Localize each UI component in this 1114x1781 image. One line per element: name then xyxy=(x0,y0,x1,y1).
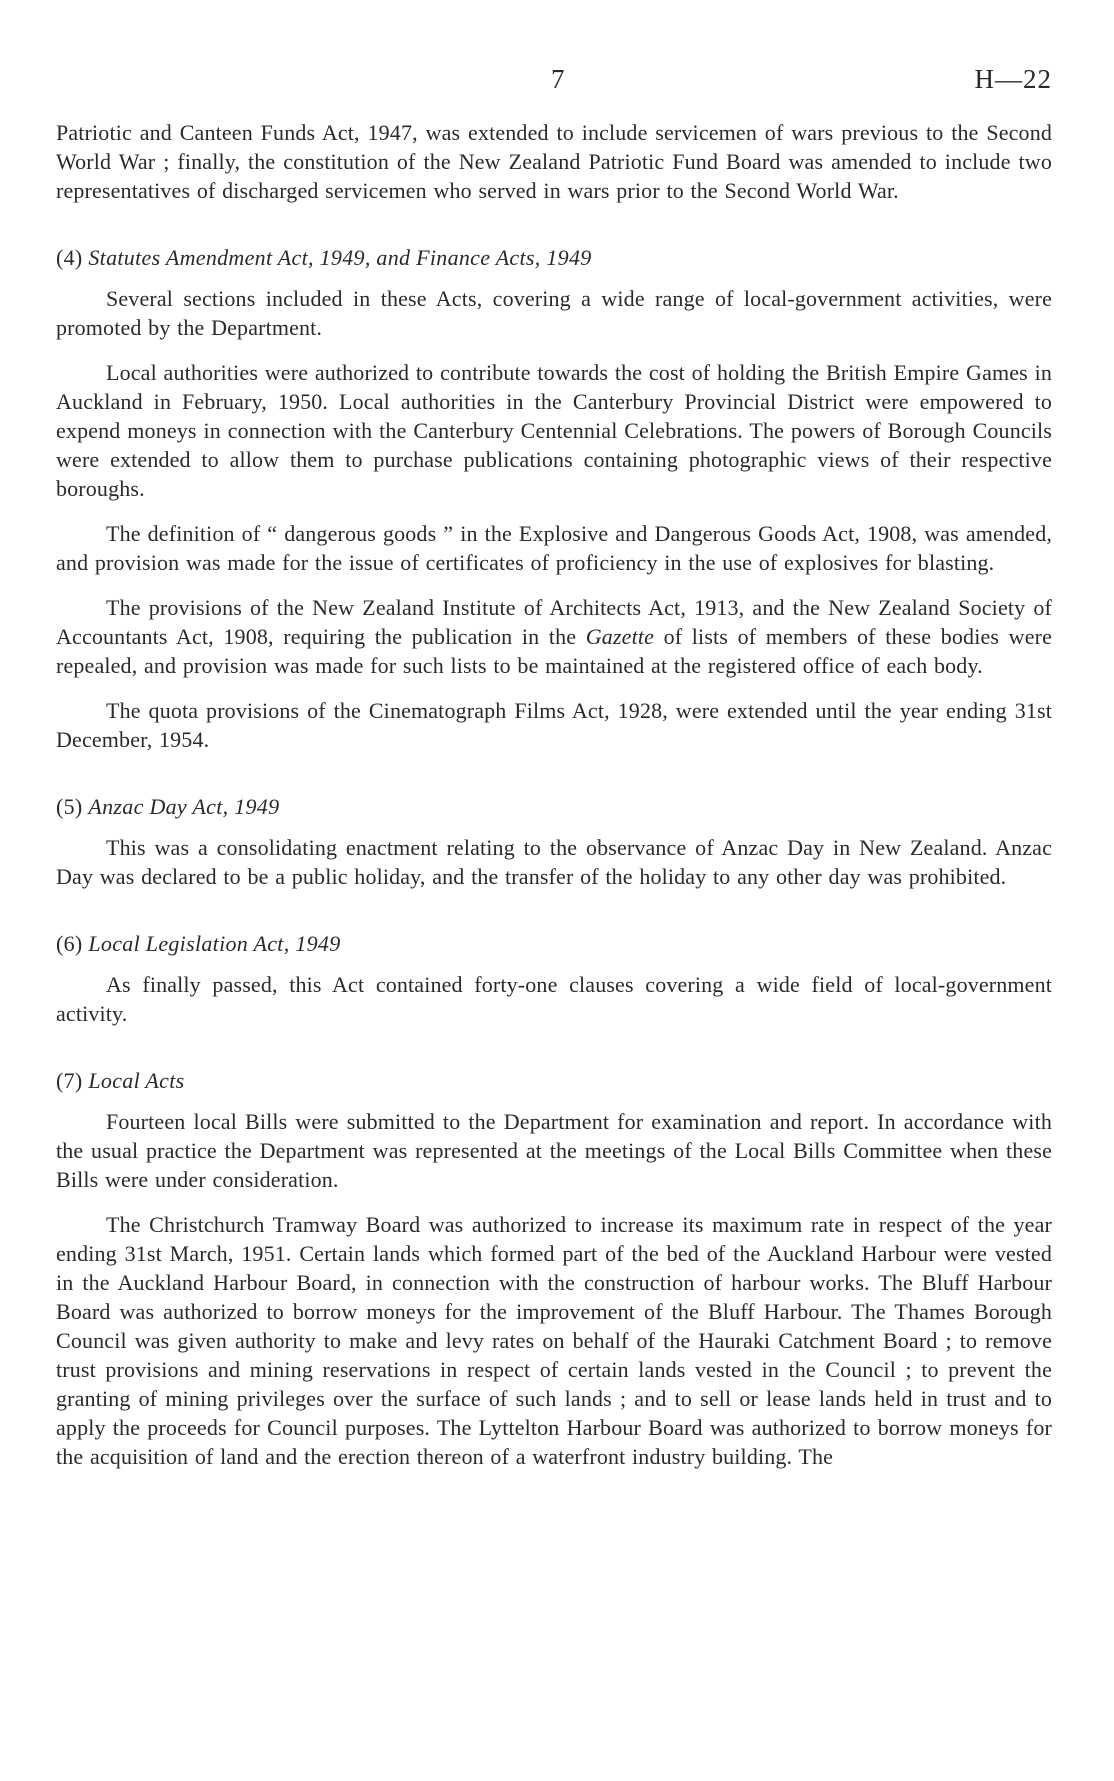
page-header xyxy=(56,0,1052,118)
paragraph: The definition of “ dangerous goods ” in the Explosive and Dangerous Goods Act, 1908, was amended, and provision was made for the issue of certificates of proficiency in the use of explosives for blasting. xyxy=(56,521,1052,575)
section-title: Local Acts xyxy=(88,1068,185,1093)
document-page xyxy=(56,0,1052,1471)
gazette-italic: Gazette xyxy=(585,624,655,649)
paragraph-gazette xyxy=(56,593,1052,680)
gazette-text-before: The provisions of the New Zealand Institute of Architects Act, 1913, and the New Zealand Society of Accountants Act, 1908, requiring the publication in the xyxy=(56,595,1052,649)
section-number: (4) xyxy=(56,245,83,270)
section-heading-7 xyxy=(56,1066,1052,1095)
paragraph: This was a consolidating enactment relating to the observance of Anzac Day in New Zealand. Anzac Day was declared to be a public holiday, and the transfer of the holiday to any other day was prohibited. xyxy=(56,835,1052,889)
section-title: Anzac Day Act, 1949 xyxy=(88,794,280,819)
paragraph: As finally passed, this Act contained forty-one clauses covering a wide field of local-government activity. xyxy=(56,972,1052,1026)
paragraph: The Christchurch Tramway Board was authorized to increase its maximum rate in respect of the year ending 31st March, 1951. Certain lands which formed part of the bed of the Auckland Harbour were vested in the Auckland Harbour Board, in connection with the construction of harbour works. The Bluff Harbour Board was authorized to borrow moneys for the improvement of the Bluff Harbour. The Thames Borough Council was given authority to make and levy rates on behalf of the Hauraki Catchment Board ; to remove trust provisions and mining reservations in respect of certain lands vested in the Council ; to prevent the granting of mining privileges over the surface of such lands ; and to sell or lease lands held in trust and to apply the proceeds for Council purposes. The Lyttelton Harbour Board was authorized to borrow moneys for the acquisition of land and the erection thereon of a waterfront industry building. The xyxy=(56,1212,1052,1469)
section-number: (7) xyxy=(56,1068,83,1093)
section-heading-6 xyxy=(56,929,1052,958)
section-title: Local Legislation Act, 1949 xyxy=(88,931,341,956)
paragraph: Local authorities were authorized to contribute towards the cost of holding the British Empire Games in Auckland in February, 1950. Local authorities in the Canterbury Provincial District were empowered to expend moneys in connection with the Canterbury Centennial Celebrations. The powers of Borough Councils were extended to allow them to purchase publications containing photographic views of their respective boroughs. xyxy=(56,360,1052,501)
section-number: (5) xyxy=(56,794,83,819)
report-code: H—22 xyxy=(974,64,1052,94)
page-number: 7 xyxy=(551,64,565,94)
paragraph: The quota provisions of the Cinematograph Films Act, 1928, were extended until the year ending 31st December, 1954. xyxy=(56,698,1052,752)
paragraph: Fourteen local Bills were submitted to the Department for examination and report. In accordance with the usual practice the Department was represented at the meetings of the Local Bills Committee when these Bills were under consideration. xyxy=(56,1109,1052,1192)
section-title: Statutes Amendment Act, 1949, and Finance Acts, 1949 xyxy=(88,245,592,270)
section-number: (6) xyxy=(56,931,83,956)
paragraph: Several sections included in these Acts, covering a wide range of local-government activities, were promoted by the Department. xyxy=(56,286,1052,340)
section-heading-4 xyxy=(56,243,1052,272)
section-heading-5 xyxy=(56,792,1052,821)
gazette-text-after: of lists of members of these bodies were repealed, and provision was made for such lists to be maintained at the registered office of each body. xyxy=(56,624,1052,678)
intro-paragraph: Patriotic and Canteen Funds Act, 1947, was extended to include servicemen of wars previous to the Second World War ; finally, the constitution of the New Zealand Patriotic Fund Board was amended to include two representatives of discharged servicemen who served in wars prior to the Second World War. xyxy=(56,120,1052,203)
